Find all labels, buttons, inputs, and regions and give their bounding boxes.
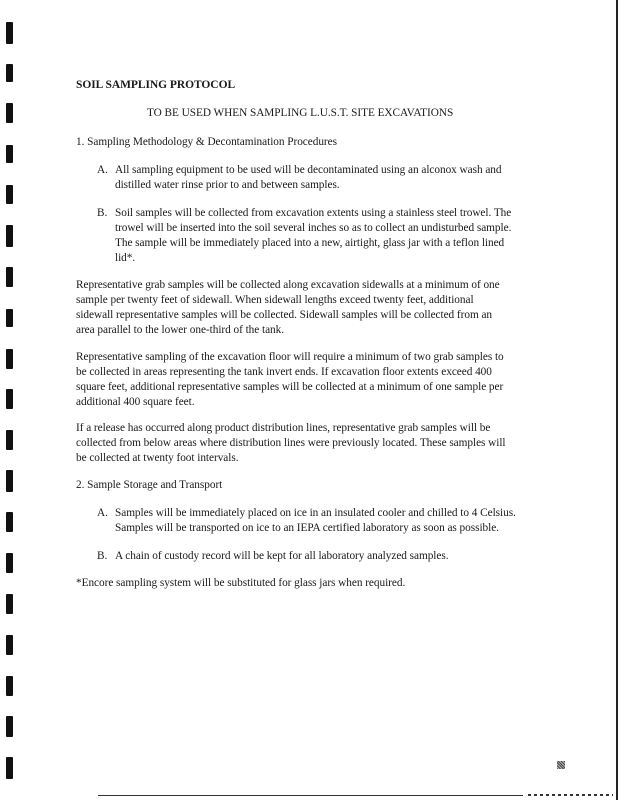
section-1-item-a-label: A. — [97, 164, 108, 176]
paragraph-floor-line-2: be collected in areas representing the tank invert ends. If excavation floor extents exceed 400 — [76, 366, 492, 378]
section-1-item-a-line-2: distilled water rinse prior to and between samples. — [115, 179, 340, 191]
section-1-item-b-label: B. — [97, 207, 108, 219]
document-subtitle: TO BE USED WHEN SAMPLING L.U.S.T. SITE EXCAVATIONS — [147, 107, 454, 119]
paragraph-floor-line-4: additional 400 square feet. — [76, 396, 195, 408]
scan-artifact-mark — [557, 761, 565, 769]
paragraph-distribution-line-3: be collected at twenty foot intervals. — [76, 452, 239, 464]
section-1-heading: 1. Sampling Methodology & Decontamination Procedures — [76, 136, 337, 148]
footer-rule — [98, 795, 523, 796]
section-2-item-a-line-1: Samples will be immediately placed on ice in an insulated cooler and chilled to 4 Celsius. — [115, 507, 516, 519]
footnote: *Encore sampling system will be substituted for glass jars when required. — [76, 577, 406, 589]
section-2-item-b-label: B. — [97, 550, 108, 562]
paragraph-sidewall-line-3: sidewall representative samples will be collected. Sidewall samples will be collected from an — [76, 309, 493, 321]
paragraph-floor-line-1: Representative sampling of the excavation floor will require a minimum of two grab samples to — [76, 351, 504, 363]
paragraph-sidewall-line-1: Representative grab samples will be collected along excavation sidewalls at a minimum of one — [76, 279, 500, 291]
section-2-item-b-line-1: A chain of custody record will be kept for all laboratory analyzed samples. — [115, 550, 449, 562]
section-1-item-a-line-1: All sampling equipment to be used will be decontaminated using an alconox wash and — [115, 164, 502, 176]
section-1-item-b-line-4: lid*. — [115, 252, 136, 264]
document-title: SOIL SAMPLING PROTOCOL — [76, 79, 236, 91]
section-2-item-a-line-2: Samples will be transported on ice to an IEPA certified laboratory as soon as possible. — [115, 522, 499, 534]
binder-hole-marks — [0, 0, 20, 800]
section-1-item-b-line-1: Soil samples will be collected from excavation extents using a stainless steel trowel. The — [115, 207, 512, 219]
section-1-item-b-line-2: trowel will be inserted into the soil several inches so as to collect an undisturbed sample. — [115, 222, 512, 234]
section-2-heading: 2. Sample Storage and Transport — [76, 479, 223, 491]
paragraph-sidewall-line-2: sample per twenty feet of sidewall. When sidewall lengths exceed twenty feet, additional — [76, 294, 474, 306]
section-1-item-b-line-3: The sample will be immediately placed into a new, airtight, glass jar with a teflon lined — [115, 237, 505, 249]
paragraph-sidewall-line-4: area parallel to the lower one-third of the tank. — [76, 324, 285, 336]
paragraph-floor-line-3: square feet, additional representative samples will be collected at a minimum of one sample per — [76, 381, 504, 393]
paragraph-distribution-line-2: collected from below areas where distribution lines were previously located. These samples will — [76, 437, 506, 449]
footer-dotted-rule — [528, 794, 613, 796]
section-2-item-a-label: A. — [97, 507, 108, 519]
paragraph-distribution-line-1: If a release has occurred along product distribution lines, representative grab samples will be — [76, 422, 491, 434]
